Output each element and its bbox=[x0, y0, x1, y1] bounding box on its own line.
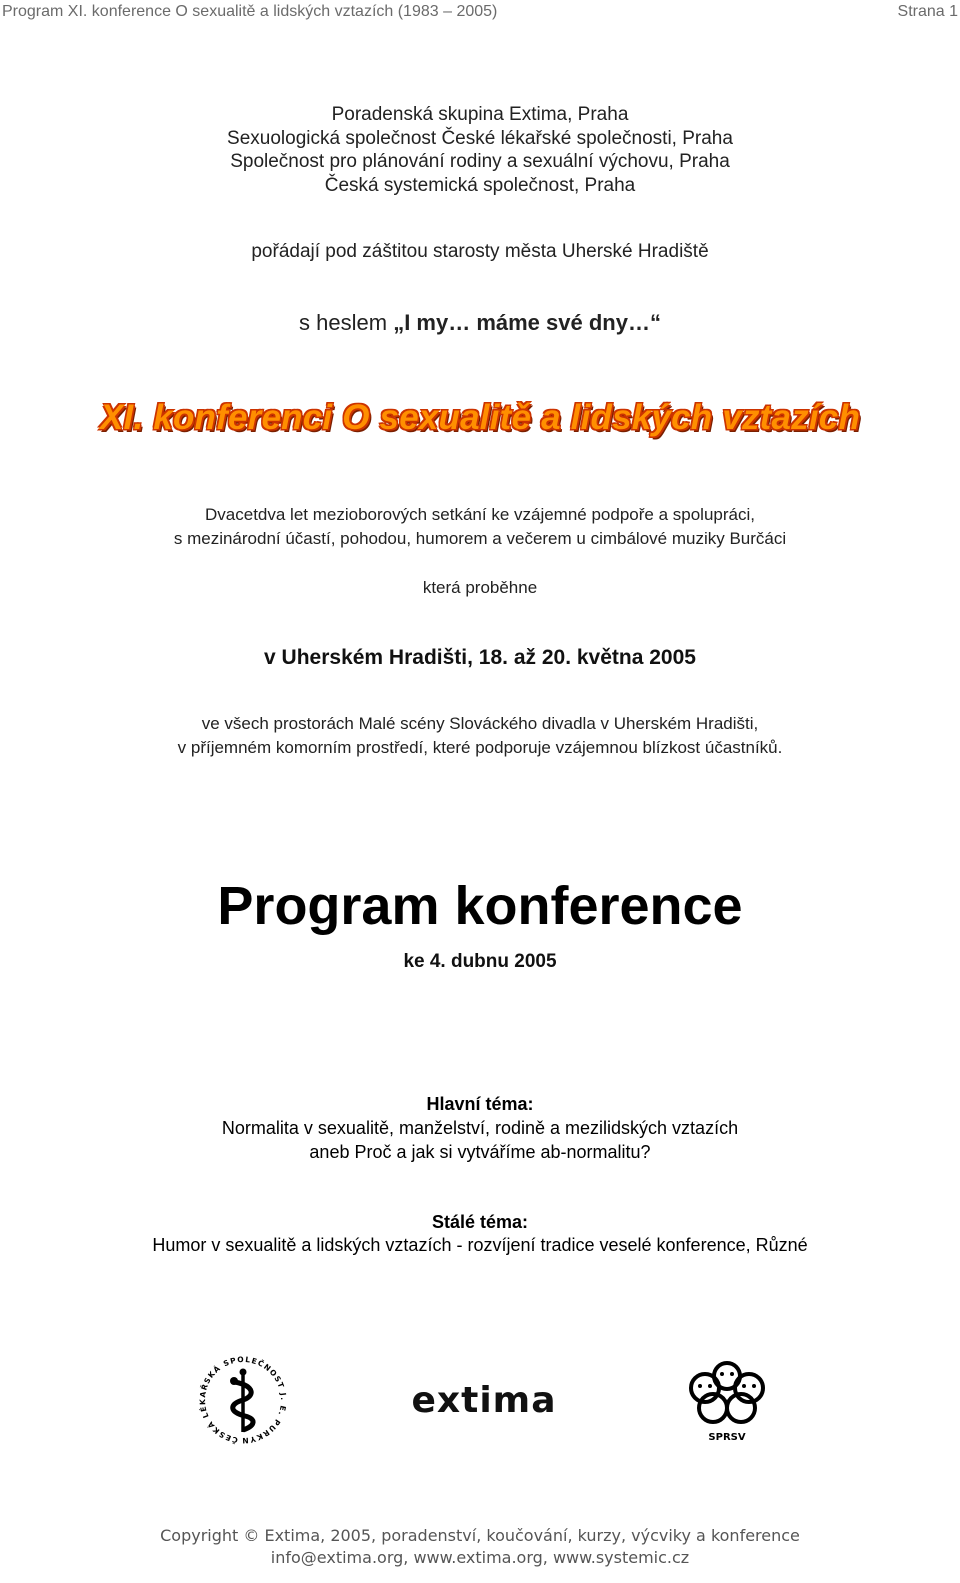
main-theme-text bbox=[0, 1116, 960, 1164]
program-title: Program konference bbox=[217, 876, 743, 936]
auspices-line: pořádají pod záštitou starosty města Uherské Hradiště bbox=[251, 241, 709, 262]
main-theme-label: Hlavní téma: bbox=[426, 1094, 534, 1114]
standing-theme-text: Humor v sexualitě a lidských vztazích - rozvíjení tradice veselé konference, Různé bbox=[152, 1235, 808, 1255]
family-circles-icon bbox=[675, 1358, 779, 1444]
seal-ring-text: ČESKÁ LÉKAŘSKÁ SPOLEČNOST J. E. PURKYN bbox=[197, 1354, 289, 1446]
organizer: Společnost pro plánování rodiny a sexuální výchovu, Praha bbox=[230, 151, 730, 172]
program-date: ke 4. dubnu 2005 bbox=[403, 951, 557, 972]
header-title: Program XI. konference O sexualitě a lidských vztazích (1983 – 2005) bbox=[2, 3, 498, 20]
caduceus-seal-icon bbox=[183, 1352, 303, 1448]
sprsv-label: SPRSV bbox=[708, 1432, 746, 1443]
cls-logo bbox=[183, 1352, 303, 1448]
footer-copyright: Copyright © Extima, 2005, poradenství, koučování, kurzy, výcviky a konference bbox=[160, 1526, 800, 1545]
organizers-list bbox=[0, 103, 960, 197]
main-theme-line: aneb Proč a jak si vytváříme ab-normalitu? bbox=[309, 1142, 651, 1162]
svg-text:ČESKÁ LÉKAŘSKÁ SPOLEČNOST J. E bbox=[183, 1352, 288, 1445]
page-number: Strana 1 bbox=[897, 3, 958, 20]
extima-logo bbox=[378, 1378, 590, 1422]
extima-wordmark: extima bbox=[411, 1380, 557, 1421]
venue-line: v příjemném komorním prostředí, které podporuje vzájemnou blízkost účastníků. bbox=[177, 738, 783, 757]
motto-prefix: s heslem bbox=[299, 310, 394, 335]
venue-line: ve všech prostorách Malé scény Slováckého divadla v Uherském Hradišti, bbox=[201, 714, 759, 733]
organizer: Sexuologická společnost České lékařské společnosti, Praha bbox=[227, 127, 733, 149]
footer-links: info@extima.org, www.extima.org, www.systemic.cz bbox=[270, 1548, 690, 1567]
page-header bbox=[2, 3, 958, 27]
standing-theme-label: Stálé téma: bbox=[431, 1212, 529, 1232]
motto-text: „I my… máme své dny…“ bbox=[393, 310, 661, 335]
footer bbox=[0, 1525, 960, 1569]
description bbox=[0, 503, 960, 551]
sprsv-logo bbox=[675, 1358, 779, 1444]
conference-title: XI. konferenci O sexualitě a lidských vztazích bbox=[99, 398, 861, 437]
where-when: v Uherském Hradišti, 18. až 20. května 2005 bbox=[264, 646, 696, 669]
description-line: Dvacetdva let mezioborových setkání ke vzájemné podpoře a spolupráci, bbox=[205, 505, 755, 524]
main-theme-line: Normalita v sexualitě, manželství, rodině a mezilidských vztazích bbox=[221, 1118, 739, 1138]
venue bbox=[0, 712, 960, 760]
will-take-place: která proběhne bbox=[422, 578, 538, 597]
organizer: Poradenská skupina Extima, Praha bbox=[331, 104, 629, 125]
description-line: s mezinárodní účastí, pohodou, humorem a večerem u cimbálové muziky Burčáci bbox=[173, 529, 787, 548]
organizer: Česká systemická společnost, Praha bbox=[324, 174, 636, 196]
motto-line bbox=[0, 310, 960, 336]
